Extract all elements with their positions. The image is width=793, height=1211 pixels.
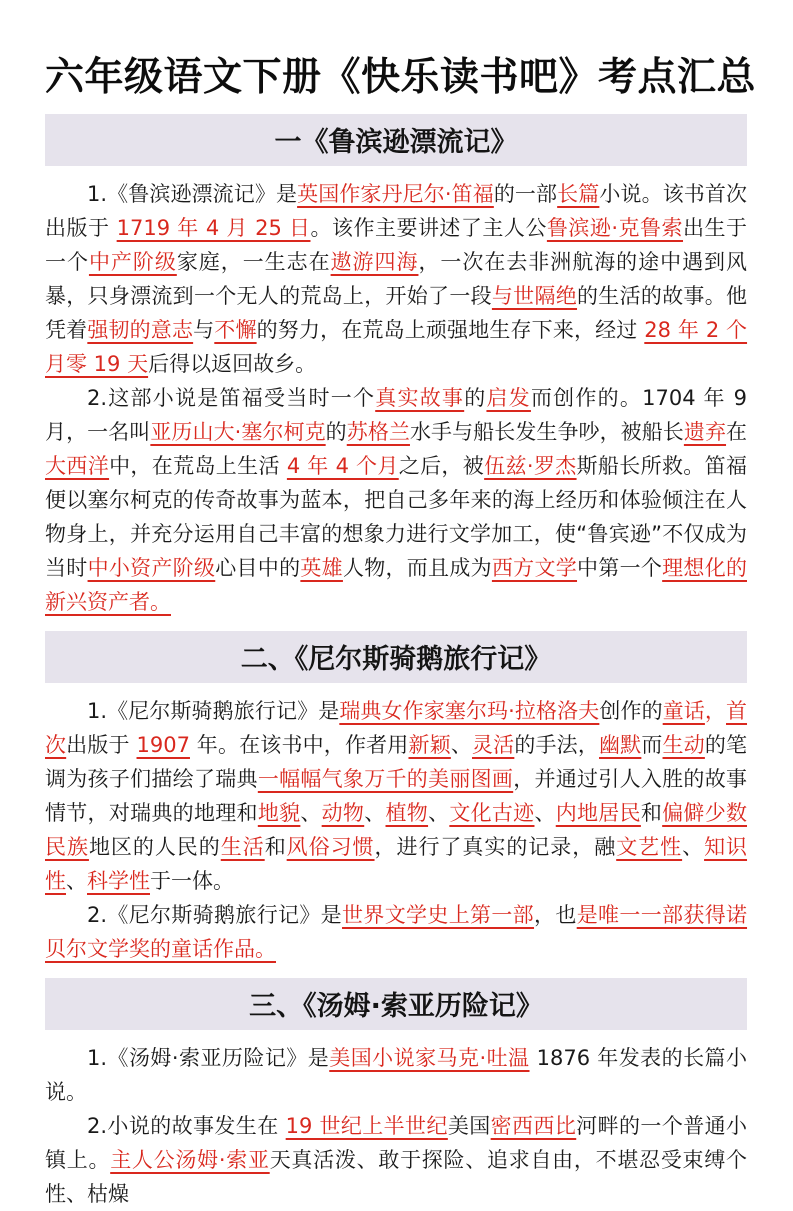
body-text: 。该作主要讲述了主人公	[310, 216, 547, 240]
highlighted-term: 偏僻少数民族	[45, 801, 747, 859]
body-text: 、	[450, 733, 472, 757]
body-text: 美国	[447, 1114, 491, 1138]
highlighted-term: 首次	[45, 699, 748, 757]
highlighted-term: 英雄	[300, 556, 343, 580]
highlighted-term: 中小资产阶级	[87, 556, 216, 580]
body-text: 水手与船长发生争吵，被船长	[409, 420, 684, 444]
body-text: 家庭，一生志在	[176, 250, 331, 274]
body-text: 创作的	[599, 699, 663, 723]
highlighted-term: 新颖	[408, 733, 451, 757]
body-text: 的笔调为孩子们描绘了瑞典	[45, 733, 748, 791]
body-text: 和	[264, 835, 287, 859]
body-text: 1.《鲁滨逊漂流记》是	[87, 182, 298, 206]
body-text: 的努力，在荒岛上顽强地生存下来，经过	[256, 318, 645, 342]
body-text: 2.小说的故事发生在	[87, 1114, 286, 1138]
body-text: 、	[66, 869, 87, 893]
body-text: 年。在该书中，作者用	[189, 733, 409, 757]
body-text: ，进行了真实的记录，融	[374, 835, 617, 859]
highlighted-term: 幽默	[599, 733, 642, 757]
body-text: ，并通过引人入胜的故事情节，对瑞典的地理和	[45, 767, 747, 825]
highlighted-term: 英国作家丹尼尔·笛福	[297, 182, 494, 206]
highlighted-term: 亚历山大·塞尔柯克	[150, 420, 326, 444]
highlighted-punctuation: ，	[704, 699, 727, 723]
body-text: 之后，被	[398, 454, 485, 478]
body-text: 中，在荒岛上生活	[109, 454, 287, 478]
body-text: ，一次在去非洲航海的途中遇到风暴，只身漂流到一个无人的荒岛上，开始了一段	[45, 250, 748, 308]
highlighted-term: 主人公汤姆·索亚	[110, 1148, 270, 1172]
highlighted-term: 启发	[486, 386, 531, 410]
body-text: 人物，而且成为	[342, 556, 492, 580]
body-text: 1.《汤姆·索亚历险记》是	[87, 1046, 330, 1070]
body-text: 斯船长所救。笛福便以塞尔柯克的传奇故事为蓝本，把自己多年来的海上经历和体验倾注在人物身上，并充分运用自己丰富的想象力进行文学加工，使“鲁宾逊”不仅成为当时	[45, 454, 748, 580]
highlighted-term: 一幅幅气象万千的美丽图画	[257, 767, 514, 791]
paragraph	[45, 1109, 747, 1211]
highlighted-term: 童话	[662, 699, 705, 723]
body-text: 后得以返回故乡。	[148, 352, 317, 376]
body-text: 而创作的。1704 年 9 月，一名叫	[45, 386, 748, 444]
body-text: 1.《尼尔斯骑鹅旅行记》是	[87, 699, 340, 723]
highlighted-term: 长篇	[557, 182, 600, 206]
highlighted-term: 美国小说家马克·吐温	[329, 1046, 530, 1070]
highlighted-term: 遗弃	[683, 420, 727, 444]
highlighted-term: 理想化的新兴资产者。	[45, 556, 747, 614]
body-text: 而	[641, 733, 663, 757]
body-text: 1876 年发表的长篇小说。	[45, 1046, 747, 1104]
highlighted-term: 生动	[662, 733, 705, 757]
body-text: ，也	[534, 903, 577, 927]
highlighted-term: 动物	[321, 801, 365, 825]
body-text: 2.《尼尔斯骑鹅旅行记》是	[87, 903, 343, 927]
body-text: 、	[300, 801, 322, 825]
section-heading: 三、《汤姆·索亚历险记》	[45, 978, 747, 1030]
highlighted-term: 灵活	[472, 733, 515, 757]
body-text: 、	[364, 801, 386, 825]
highlighted-term: 真实故事	[375, 386, 465, 410]
paragraph	[45, 177, 747, 381]
highlighted-term: 28 年 2 个月零 19 天	[45, 318, 748, 376]
highlighted-term: 世界文学史上第一部	[342, 903, 535, 927]
body-text: 的生活的故事。他凭着	[45, 284, 747, 342]
highlighted-term: 4 年 4 个月	[286, 454, 399, 478]
highlighted-term: 密西西比	[490, 1114, 577, 1138]
highlighted-term: 19 世纪上半世纪	[285, 1114, 448, 1138]
highlighted-term: 强韧的意志	[87, 318, 194, 342]
body-text: 心目中的	[215, 556, 301, 580]
highlighted-term: 科学性	[87, 869, 150, 893]
body-text: 出生于一个	[45, 216, 747, 274]
highlighted-term: 苏格兰	[346, 420, 410, 444]
highlighted-term: 大西洋	[45, 454, 110, 478]
body-text: 的	[325, 420, 347, 444]
highlighted-term: 与世隔绝	[491, 284, 578, 308]
body-text: 地区的人民的	[88, 835, 221, 859]
body-text: 的	[464, 386, 487, 410]
body-text: 的手法，	[514, 733, 600, 757]
highlighted-term: 鲁滨逊·克鲁索	[546, 216, 684, 240]
body-text: 和	[640, 801, 663, 825]
paragraph	[45, 381, 747, 619]
paragraph	[45, 898, 747, 966]
paragraph	[45, 694, 747, 898]
body-text: 2.这部小说是笛福受当时一个	[87, 386, 376, 410]
highlighted-term: 风俗习惯	[286, 835, 375, 859]
highlighted-term: 地貌	[257, 801, 301, 825]
body-text: 在	[726, 420, 748, 444]
highlighted-term: 1719 年 4 月 25 日	[116, 216, 311, 240]
section-heading: 二、《尼尔斯骑鹅旅行记》	[45, 631, 747, 683]
body-text: 河畔的一个普通小镇上。	[45, 1114, 748, 1172]
page-title: 六年级语文下册《快乐读书吧》考点汇总	[45, 55, 757, 100]
highlighted-term: 内地居民	[555, 801, 641, 825]
highlighted-term: 瑞典女作家塞尔玛·拉格洛夫	[339, 699, 600, 723]
highlighted-term: 伍兹·罗杰	[484, 454, 577, 478]
highlighted-term: 中产阶级	[88, 250, 177, 274]
highlighted-term: 植物	[385, 801, 429, 825]
body-text: 与	[193, 318, 215, 342]
highlighted-term: 遨游四海	[330, 250, 419, 274]
highlighted-term: 西方文学	[491, 556, 578, 580]
body-text: 的一部	[493, 182, 558, 206]
highlighted-term: 文艺性	[616, 835, 683, 859]
highlighted-term: 文化古迹	[449, 801, 535, 825]
body-text: 小说。该书首次出版于	[45, 182, 748, 240]
paragraph	[45, 1041, 747, 1109]
highlighted-term: 生活	[220, 835, 265, 859]
sections	[45, 114, 747, 1211]
body-text: 、	[682, 835, 705, 859]
body-text: 于一体。	[150, 869, 234, 893]
highlighted-term: 知识性	[45, 835, 748, 893]
body-text: 出版于	[66, 733, 137, 757]
body-text: 、	[428, 801, 450, 825]
highlighted-term: 是唯一一部获得诺贝尔文学奖的童话作品。	[45, 903, 748, 961]
highlighted-term: 1907	[136, 733, 190, 757]
section-heading: 一《鲁滨逊漂流记》	[45, 114, 747, 166]
body-text: 天真活泼、敢于探险、追求自由，不堪忍受束缚个性、枯燥	[45, 1148, 747, 1206]
highlighted-term: 不懈	[214, 318, 257, 342]
body-text: 中第一个	[577, 556, 663, 580]
body-text: 、	[534, 801, 556, 825]
